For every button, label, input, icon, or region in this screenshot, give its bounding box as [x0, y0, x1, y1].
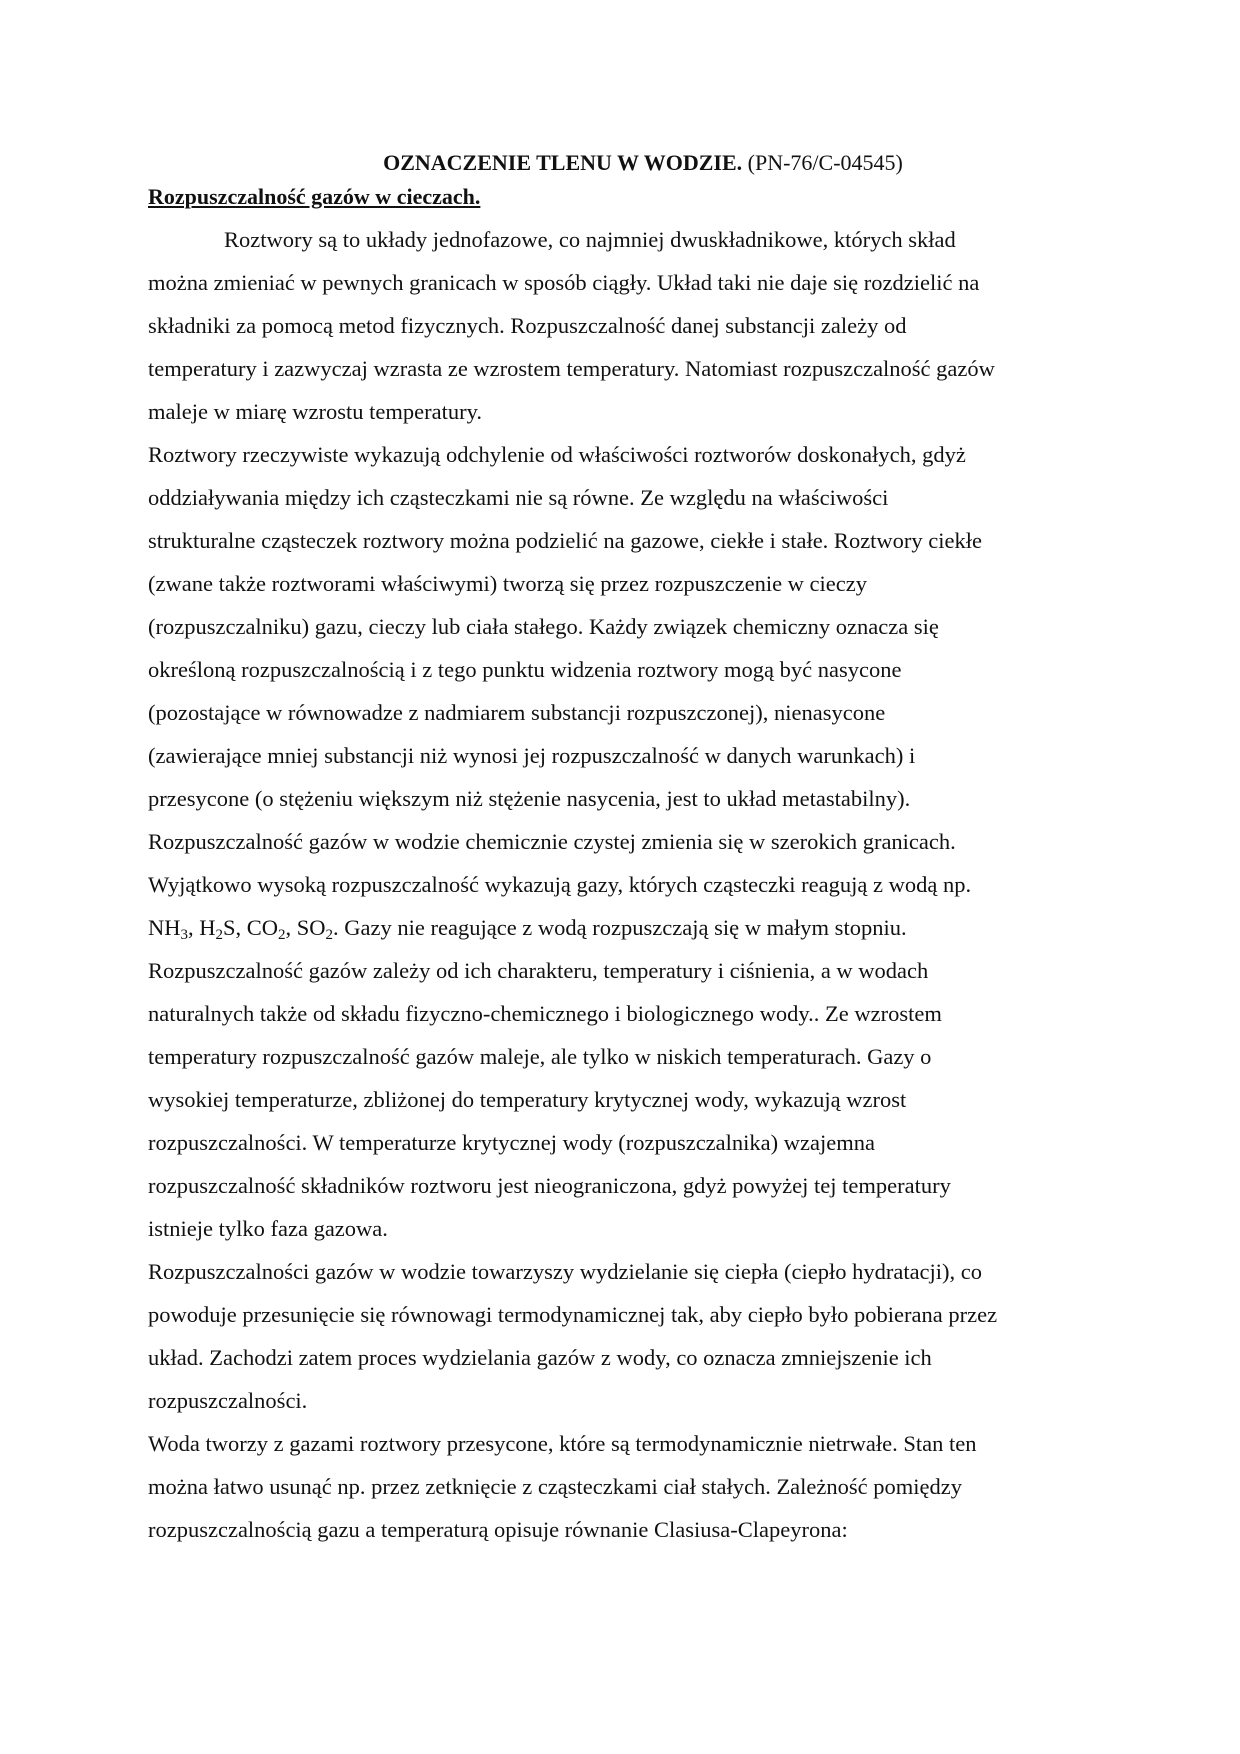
- formula-line: [148, 906, 1098, 949]
- formula-h: , H: [188, 915, 216, 940]
- document-title: [148, 146, 1098, 180]
- text-line: Wyjątkowo wysoką rozpuszczalność wykazują gazy, których cząsteczki reagują z wodą np.: [148, 872, 972, 897]
- text-line: (zawierające mniej substancji niż wynosi jej rozpuszczalność w danych warunkach) i: [148, 743, 916, 768]
- text-line: (zwane także roztworami właściwymi) tworzą się przez rozpuszczenie w cieczy: [148, 571, 868, 596]
- title-standard: (PN-76/C-04545): [742, 150, 903, 175]
- paragraph-5: [148, 1422, 1098, 1551]
- paragraph-3: [148, 949, 1098, 1250]
- text-line: (pozostające w równowadze z nadmiarem substancji rozpuszczonej), nienasycone: [148, 700, 886, 725]
- formula-sub: 2: [215, 927, 223, 943]
- text-line: temperatury rozpuszczalność gazów maleje, ale tylko w niskich temperaturach. Gazy o: [148, 1044, 932, 1069]
- paragraph-1: [148, 218, 1098, 433]
- text-line: Roztwory rzeczywiste wykazują odchylenie od właściwości roztworów doskonałych, gdyż: [148, 442, 966, 467]
- formula-sub: 3: [180, 927, 188, 943]
- text-line: wysokiej temperaturze, zbliżonej do temperatury krytycznej wody, wykazują wzrost: [148, 1087, 907, 1112]
- text-line: można łatwo usunąć np. przez zetknięcie z cząsteczkami ciał stałych. Zależność pomiędzy: [148, 1474, 962, 1499]
- text-line: Rozpuszczalności gazów w wodzie towarzyszy wydzielanie się ciepła (ciepło hydratacji), co: [148, 1259, 983, 1284]
- text-line: oddziaływania między ich cząsteczkami nie są równe. Ze względu na właściwości: [148, 485, 889, 510]
- text-line: układ. Zachodzi zatem proces wydzielania gazów z wody, co oznacza zmniejszenie ich: [148, 1345, 932, 1370]
- title-main: OZNACZENIE TLENU W WODZIE.: [383, 150, 743, 175]
- text-line: istnieje tylko faza gazowa.: [148, 1216, 388, 1241]
- formula-s-co: S, CO: [223, 915, 279, 940]
- paragraph-4: [148, 1250, 1098, 1422]
- formula-nh: NH: [148, 915, 181, 940]
- document-page: [148, 146, 1098, 1551]
- text-line: przesycone (o stężeniu większym niż stężenie nasycenia, jest to układ metastabilny).: [148, 786, 911, 811]
- text-line: można zmieniać w pewnych granicach w sposób ciągły. Układ taki nie daje się rozdzielić na: [148, 270, 980, 295]
- text-line: powoduje przesunięcie się równowagi termodynamicznej tak, aby ciepło było pobierana przez: [148, 1302, 998, 1327]
- text-line: rozpuszczalności.: [148, 1388, 308, 1413]
- text-line: rozpuszczalnością gazu a temperaturą opisuje równanie Clasiusa-Clapeyrona:: [148, 1517, 848, 1542]
- text-line: strukturalne cząsteczek roztwory można podzielić na gazowe, ciekłe i stałe. Roztwory ciekłe: [148, 528, 983, 553]
- text-line: Roztwory są to układy jednofazowe, co najmniej dwuskładnikowe, których skład: [224, 227, 956, 252]
- section-heading: Rozpuszczalność gazów w cieczach.: [148, 184, 481, 209]
- formula-rest: . Gazy nie reagujące z wodą rozpuszczają się w małym stopniu.: [333, 915, 907, 940]
- text-line: maleje w miarę wzrostu temperatury.: [148, 399, 483, 424]
- formula-sub: 2: [278, 927, 286, 943]
- text-line: określoną rozpuszczalnością i z tego punktu widzenia roztwory mogą być nasycone: [148, 657, 902, 682]
- text-line: (rozpuszczalniku) gazu, cieczy lub ciała stałego. Każdy związek chemiczny oznacza się: [148, 614, 939, 639]
- text-line: rozpuszczalność składników roztworu jest nieograniczona, gdyż powyżej tej temperatury: [148, 1173, 951, 1198]
- formula-so: , SO: [285, 915, 326, 940]
- text-line: naturalnych także od składu fizyczno-chemicznego i biologicznego wody.. Ze wzrostem: [148, 1001, 942, 1026]
- text-line: temperatury i zazwyczaj wzrasta ze wzrostem temperatury. Natomiast rozpuszczalność gazów: [148, 356, 995, 381]
- text-line: składniki za pomocą metod fizycznych. Rozpuszczalność danej substancji zależy od: [148, 313, 907, 338]
- text-line: Woda tworzy z gazami roztwory przesycone, które są termodynamicznie nietrwałe. Stan ten: [148, 1431, 977, 1456]
- text-line: Rozpuszczalność gazów w wodzie chemicznie czystej zmienia się w szerokich granicach.: [148, 829, 956, 854]
- formula-sub: 2: [325, 927, 334, 943]
- text-line: rozpuszczalności. W temperaturze krytycznej wody (rozpuszczalnika) wzajemna: [148, 1130, 875, 1155]
- text-line: Rozpuszczalność gazów zależy od ich charakteru, temperatury i ciśnienia, a w wodach: [148, 958, 929, 983]
- paragraph-2: [148, 433, 1098, 949]
